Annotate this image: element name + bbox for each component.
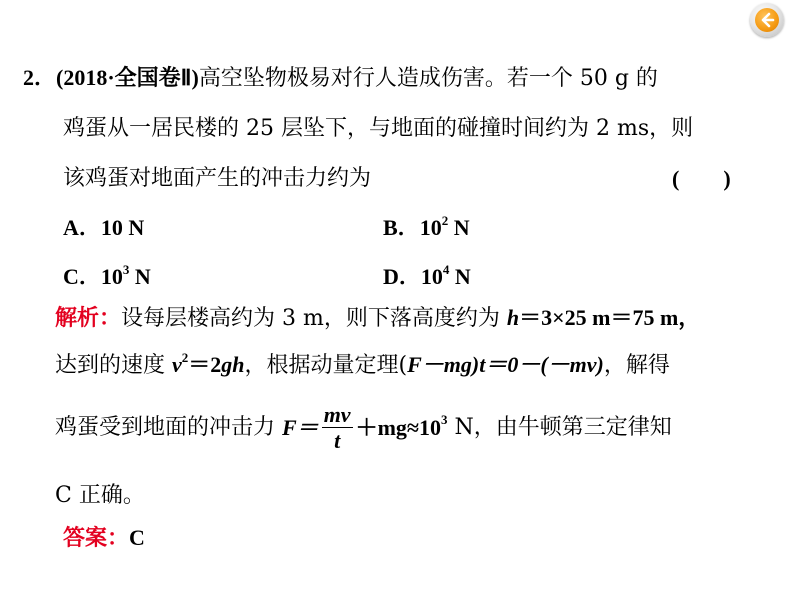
question-source: (2018·全国卷Ⅱ) [56, 65, 199, 90]
solution-line-1: 解析：设每层楼高约为 3 m，则下落高度约为 h＝3×25 m＝75 m， [55, 305, 701, 331]
question-text-1: 高空坠物极易对行人造成伤害。若一个 50 g 的 [198, 66, 658, 91]
option-b[interactable]: B．$10^2$ N [383, 213, 470, 240]
answer-value: C [129, 525, 145, 550]
back-arrow-icon [755, 8, 779, 32]
solution-line-3: 鸡蛋受到地面的冲击力 F＝ $\frac{mv}{t}$ $+mg\approx 10^3$ N，由牛顿第三定律知 [55, 402, 672, 453]
question-line-1 [23, 67, 658, 90]
back-button[interactable] [750, 3, 784, 37]
question-line-2 [63, 118, 693, 140]
option-d[interactable]: D．$10^4$ N [383, 262, 471, 289]
solution-label: 解析： [55, 306, 122, 331]
solution-line-2: 达到的速度 $v^2=2gh$，根据动量定理(F－mg)t＝0－(－mv)，解得 [55, 350, 670, 378]
question-text-3: 该鸡蛋对地面产生的冲击力约为 [63, 166, 372, 191]
question-text-2: 鸡蛋从一居民楼的 25 层坠下，与地面的碰撞时间约为 2 ms，则 [63, 116, 694, 141]
answer-blank: ( ) [672, 166, 731, 191]
answer-line [63, 527, 145, 550]
impulse-fraction: $\frac{mv}{t}$ [323, 402, 351, 453]
option-a[interactable]: A．10 N [63, 215, 145, 240]
option-c[interactable]: C．$10^3$ N [63, 262, 151, 289]
question-line-3 [63, 168, 371, 190]
question-number: 2． [23, 65, 57, 90]
solution-line-4: C 正确。 [55, 483, 145, 508]
answer-label: 答案： [63, 526, 130, 551]
